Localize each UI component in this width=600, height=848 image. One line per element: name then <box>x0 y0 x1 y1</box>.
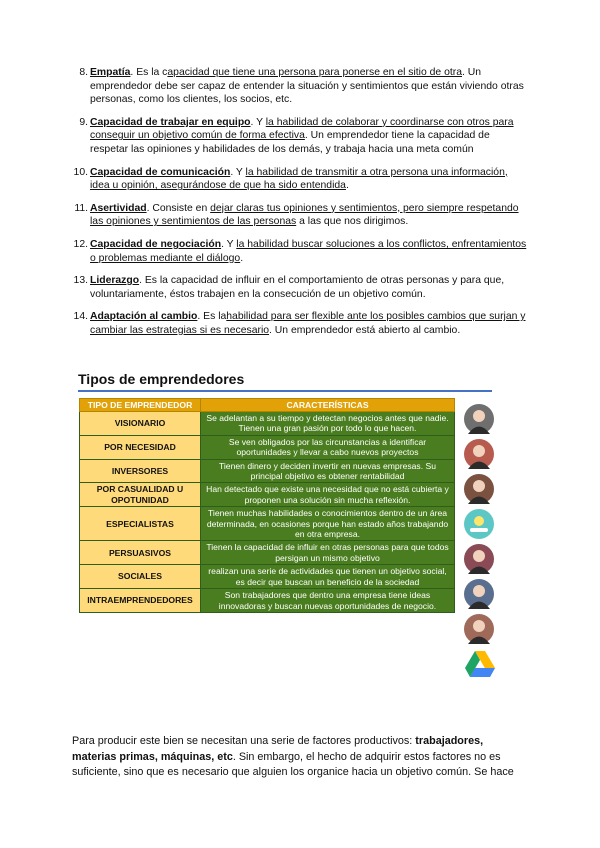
list-number: 12. <box>73 238 88 250</box>
list-text: a las que nos dirigimos. <box>296 216 409 228</box>
entrepreneur-type-cell: ESPECIALISTAS <box>80 507 201 541</box>
list-text: . Un emprendedor tiene la capacidad de respetar las opiniones y habilidades de los demás, y trabaja hacia una meta común <box>90 130 490 155</box>
underlined-definition: habilidad para ser flexible ante los posibles cambios que surjan y cambiar las estrategias si es necesario <box>90 311 526 336</box>
list-text: . <box>240 252 244 264</box>
list-item <box>74 202 530 229</box>
list-number: 8. <box>79 67 88 78</box>
title-rule <box>78 390 492 392</box>
list-item <box>73 310 530 337</box>
list-number: 11. <box>74 202 88 214</box>
list-item <box>79 66 530 107</box>
table-row <box>80 459 455 483</box>
underlined-definition: la habilidad de transmitir a otra persona una información, idea u opinión, asegurándose de que ha sido entendida <box>90 166 508 192</box>
list-number: 10. <box>73 166 88 178</box>
list-text: . Es la <box>197 311 227 323</box>
paragraph-text-end: . Sin embargo, el hecho de adquirir estos factores no es suficiente, sino que es necesario que alguien los organice hacia un objetivo común. Se hace <box>72 750 514 778</box>
portrait-icon <box>464 544 494 574</box>
list-text: . Un emprendedor está abierto al cambio. <box>269 324 461 336</box>
list-term: Capacidad de negociación <box>90 238 222 250</box>
table-row <box>80 507 455 541</box>
list-number: 9. <box>79 116 88 128</box>
list-text: . Es la capacidad de influir en el comportamiento de otras personas y para que, voluntariamente, éstos trabajen en la consecución de un objetivo común. <box>90 275 505 300</box>
google-drive-icon <box>464 649 496 679</box>
list-item <box>79 116 530 157</box>
list-text: . Y <box>230 166 246 178</box>
list-number: 14. <box>73 311 88 323</box>
characteristics-cell: Tienen dinero y deciden invertir en nuevas empresas. Su principal objetivo es obtener rentabilidad <box>201 459 455 483</box>
list-number: 13. <box>73 275 88 287</box>
entrepreneur-type-cell: INTRAEMPRENDEDORES <box>80 589 201 613</box>
characteristics-cell: Tienen la capacidad de influir en otras personas para que todos persigan un mismo objetivo <box>201 541 455 565</box>
list-item <box>73 166 530 193</box>
avatar-column <box>461 404 503 679</box>
list-term: Empatía <box>90 67 131 78</box>
list-text: . Un emprendedor debe ser capaz de entender la situación y sentimientos que están viviendo otras personas, como los clientes, los socios, etc. <box>90 67 524 106</box>
list-item <box>73 238 530 265</box>
portrait-icon <box>464 439 494 469</box>
table-header-row <box>80 399 455 412</box>
list-text: . <box>345 180 349 192</box>
entrepreneur-type-cell: VISIONARIO <box>80 412 201 436</box>
list-text: . Consiste en <box>146 202 211 214</box>
entrepreneur-type-cell: PERSUASIVOS <box>80 541 201 565</box>
portrait-icon <box>464 474 494 504</box>
entrepreneur-type-cell: POR NECESIDAD <box>80 435 201 459</box>
body-paragraph <box>72 734 524 781</box>
list-text: . Y <box>221 238 237 250</box>
table-row <box>80 412 455 436</box>
underlined-definition: apacidad que tiene una persona para ponerse en el sitio de otra <box>167 67 463 78</box>
list-term: Asertividad <box>90 202 147 214</box>
portrait-icon <box>464 614 494 644</box>
paragraph-text-start: Para producir este bien se necesitan una serie de factores productivos: <box>72 735 416 747</box>
list-term: Liderazgo <box>90 275 140 287</box>
table-row <box>80 541 455 565</box>
portrait-icon <box>464 579 494 609</box>
table-row <box>80 435 455 459</box>
header-characteristics: CARACTERÍSTICAS <box>201 399 455 412</box>
list-term: Capacidad de trabajar en equipo <box>90 116 251 128</box>
table-row <box>80 589 455 613</box>
underlined-definition: la habilidad buscar soluciones a los conflictos, enfrentamientos o problemas mediante el diálogo <box>90 238 527 264</box>
entrepreneur-type-cell: SOCIALES <box>80 565 201 589</box>
list-item <box>73 274 530 301</box>
underlined-definition: la habilidad de colaborar y coordinarse con otros para conseguir un objetivo común de forma efectiva <box>90 116 514 142</box>
section-title: Tipos de emprendedores <box>78 371 245 387</box>
table-row <box>80 483 455 507</box>
list-term: Capacidad de comunicación <box>90 166 231 178</box>
characteristics-cell: realizan una serie de actividades que tienen un objetivo social, es decir que buscan un beneficio de la sociedad <box>201 565 455 589</box>
logo-icon <box>464 509 494 539</box>
list-text: . Y <box>250 116 266 128</box>
portrait-icon <box>464 404 494 434</box>
characteristics-cell: Han detectado que existe una necesidad que no está cubierta y proponen una solución sin mucha reflexión. <box>201 483 455 507</box>
list-term: Adaptación al cambio <box>90 311 198 323</box>
characteristics-cell: Son trabajadores que dentro una empresa tiene ideas innovadoras y buscan nuevas oportunidades de negocio. <box>201 589 455 613</box>
entrepreneur-type-cell: POR CASUALIDAD U OPOTUNIDAD <box>80 483 201 507</box>
header-type: TIPO DE EMPRENDEDOR <box>80 399 201 412</box>
entrepreneur-type-cell: INVERSORES <box>80 459 201 483</box>
table-row <box>80 565 455 589</box>
skills-list <box>73 66 530 347</box>
list-text: . Es la c <box>130 67 168 78</box>
characteristics-cell: Se ven obligados por las circunstancias a identificar oportunidades y llevar a cabo nuevos proyectos <box>201 435 455 459</box>
underlined-definition: dejar claras tus opiniones y sentimientos, pero siempre respetando las opiniones y sentimientos de las personas <box>90 202 519 228</box>
paragraph-bold-factors: trabajadores, materias primas, máquinas, etc <box>72 735 484 763</box>
characteristics-cell: Se adelantan a su tiempo y detectan negocios antes que nadie. Tienen una gran pasión por todo lo que hacen. <box>201 412 455 436</box>
characteristics-cell: Tienen muchas habilidades o conocimientos dentro de un área determinada, en ocasiones porque han estado años trabajando en otra empresa. <box>201 507 455 541</box>
entrepreneur-types-table <box>79 398 455 613</box>
